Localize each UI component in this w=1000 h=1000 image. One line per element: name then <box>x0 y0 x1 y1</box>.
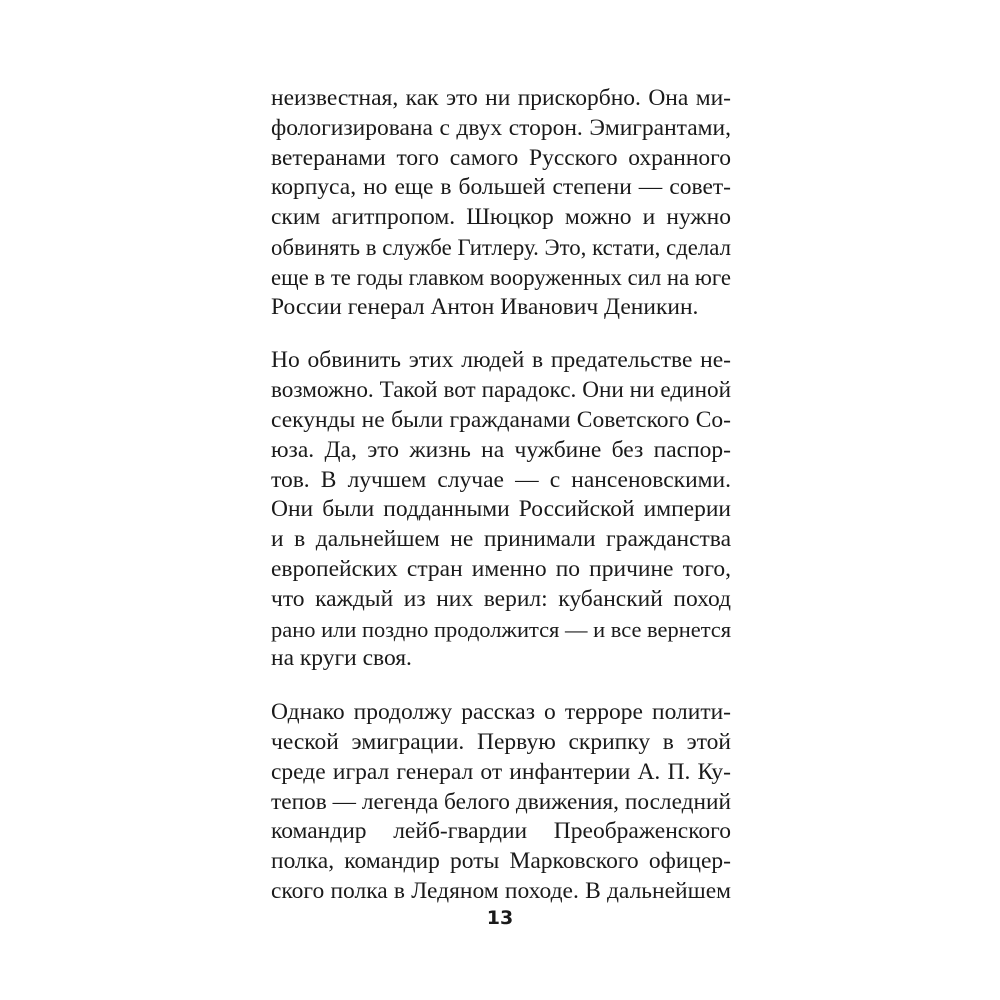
text-line: европейских стран именно по причине того, <box>271 555 731 582</box>
text-line: ческой эмиграции. Первую скрипку в этой <box>271 728 731 755</box>
text-line: полка, командир роты Марковского офицер- <box>271 848 731 875</box>
text-line: ветеранами того самого Русского охранного <box>271 144 731 171</box>
text-line: России генерал Антон Иванович Деникин. <box>271 293 699 320</box>
text-line: юза. Да, это жизнь на чужбине без паспор- <box>271 436 731 463</box>
text-line: секунды не были гражданами Советского Со- <box>271 406 731 433</box>
text-line: Они были подданными Российской империи <box>271 496 731 523</box>
text-line: что каждый из них верил: кубанский поход <box>271 585 731 612</box>
text-line: командир лейб-гвардии Преображенского <box>271 818 731 845</box>
page-number: 13 <box>486 907 514 929</box>
text-line: неизвестная, как это ни прискорбно. Она ми- <box>271 85 731 111</box>
text-line: тепов — легенда белого движения, последний <box>271 788 731 815</box>
text-line: тов. В лучшем случае — с нансеновскими. <box>271 466 731 493</box>
text-line: и в дальнейшем не принимали гражданства <box>271 526 731 553</box>
text-line: на круги своя. <box>271 645 412 672</box>
text-line: ского полка в Ледяном походе. В дальнейшем <box>271 877 731 904</box>
text-line: обвинять в службе Гитлеру. Это, кстати, сделал <box>271 234 731 260</box>
body-text <box>271 84 731 931</box>
text-line: еще в те годы главком вооруженных сил на юге <box>271 264 731 290</box>
text-line: ским агитпропом. Шюцкор можно и нужно <box>271 204 731 231</box>
text-line: среде играл генерал от инфантерии А. П. Ку- <box>271 758 731 785</box>
text-line: Но обвинить этих людей в предательстве не- <box>271 347 731 374</box>
text-line: Однако продолжу рассказ о терроре полити- <box>271 699 731 726</box>
text-line: корпуса, но еще в большей степени — совет- <box>271 174 731 201</box>
text-line: фологизирована с двух сторон. Эмигрантами, <box>271 114 731 141</box>
text-line: возможно. Такой вот парадокс. Они ни единой <box>271 377 731 404</box>
paragraph <box>271 346 731 674</box>
paragraph <box>271 698 731 907</box>
paragraph <box>271 84 731 322</box>
text-line: рано или поздно продолжится — и все вернется <box>271 616 732 642</box>
